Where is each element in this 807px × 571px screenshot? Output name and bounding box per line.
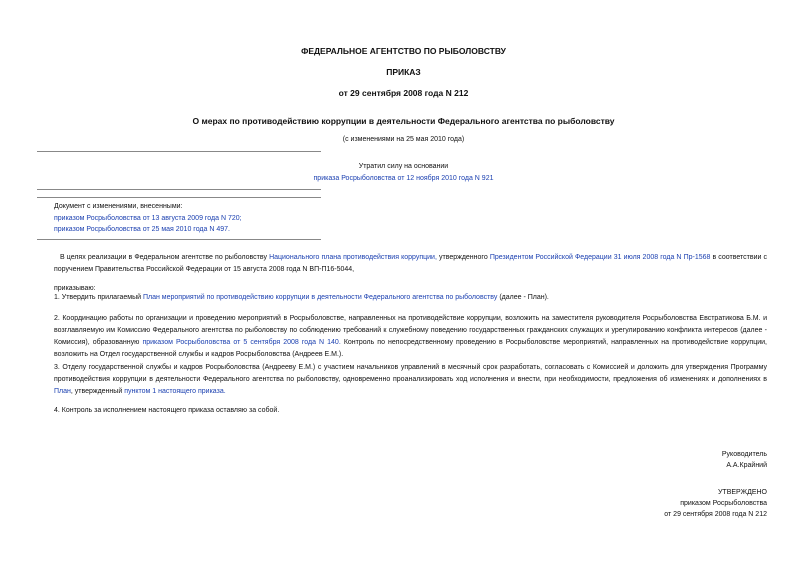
president-link[interactable]: Президентом Российской Федерации 31 июля 2008 года N Пр-1568 — [489, 254, 711, 261]
paragraph-text: (далее - План). — [499, 294, 549, 301]
order-word: приказываю: — [54, 285, 96, 292]
paragraph-text: Контроль по непосредственному проведению в Росрыболовстве мероприятий, направленных на противодействие коррупции, возложить на Отдел государственной службы и кадров Росрыболовства (Андреев Е.М.). — [54, 339, 767, 358]
paragraph-text: 1. Утвердить прилагаемый — [54, 294, 142, 301]
divider — [37, 151, 321, 152]
changes-heading: Документ с изменениями, внесенными: — [54, 203, 183, 210]
paragraph-1 — [54, 292, 767, 304]
approval-date: от 29 сентября 2008 года N 212 — [664, 511, 767, 518]
plan-link[interactable]: План — [54, 388, 71, 395]
national-plan-link[interactable]: Национального плана противодействия коррупции, — [269, 254, 437, 261]
lost-force-text: Утратил силу на основании — [358, 163, 449, 170]
intro-text: В целях реализации в Федеральном агентстве по рыболовству — [60, 254, 267, 261]
paragraph-3 — [54, 362, 767, 398]
document-type: ПРИКАЗ — [386, 67, 421, 77]
intro-text: в соответствии с поручением Правительства Российской Федерации от 15 августа 2008 года N ВП-П16-5044, — [54, 254, 767, 273]
order-140-link[interactable]: приказом Росрыболовства от 5 сентября 2008 года N 140. — [142, 339, 341, 346]
intro-text: утвержденного — [439, 254, 488, 261]
lost-force-link[interactable]: приказа Росрыболовства от 12 ноября 2010 года N 921 — [313, 175, 494, 182]
agency-name: ФЕДЕРАЛЬНОЕ АГЕНТСТВО ПО РЫБОЛОВСТВУ — [301, 46, 506, 56]
approval-label: УТВЕРЖДЕНО — [717, 489, 767, 496]
divider — [37, 189, 321, 190]
signature-name: А.А.Крайний — [726, 462, 767, 469]
paragraph-text: 2. Координацию работы по организации и проведению мероприятий в Росрыболовстве, направленных на противодействие коррупции, возложить на заместителя руководителя Росрыболовства Евстратикова Б.М. и возглавляемую им Комиссию Федерального агентства по рыболовству по соблюдению требований к служебному поведению государственных гражданских служащих и урегулированию конфликта интересов (далее - Комиссия), образованную — [54, 315, 767, 346]
point-1-link[interactable]: пунктом 1 настоящего приказа. — [124, 388, 226, 395]
document-date-number: от 29 сентября 2008 года N 212 — [338, 88, 469, 98]
divider — [37, 197, 321, 198]
signature-position: Руководитель — [721, 451, 767, 458]
document-title: О мерах по противодействию коррупции в деятельности Федерального агентства по рыболовству — [192, 116, 615, 126]
change-link[interactable]: приказом Росрыболовства от 25 мая 2010 года N 497. — [54, 226, 230, 233]
paragraph-4: 4. Контроль за исполнением настоящего приказа оставляю за собой. — [54, 407, 280, 414]
paragraph-2 — [54, 313, 767, 361]
paragraph-text: , утвержденный — [70, 388, 123, 395]
intro-paragraph — [54, 252, 767, 276]
plan-link[interactable]: План мероприятий по противодействию коррупции в деятельности Федерального агентства по рыболовству — [142, 294, 498, 301]
approval-by: приказом Росрыболовства — [680, 500, 767, 507]
paragraph-text: 3. Отделу государственной службы и кадров Росрыболовства (Андрееву Е.М.) с участием начальников управлений в месячный срок разработать, согласовать с Комиссией и доложить для утверждения Программу противодействия коррупции в деятельности Федерального агентства по рыболовству, одновременно проанализировать ход исполнения и внести, при необходимости, предложения об изменениях и дополнениях в — [54, 364, 767, 383]
change-link[interactable]: приказом Росрыболовства от 13 августа 2009 года N 720; — [54, 215, 242, 222]
divider — [37, 239, 321, 240]
amendment-note: (с изменениями на 25 мая 2010 года) — [342, 136, 465, 143]
